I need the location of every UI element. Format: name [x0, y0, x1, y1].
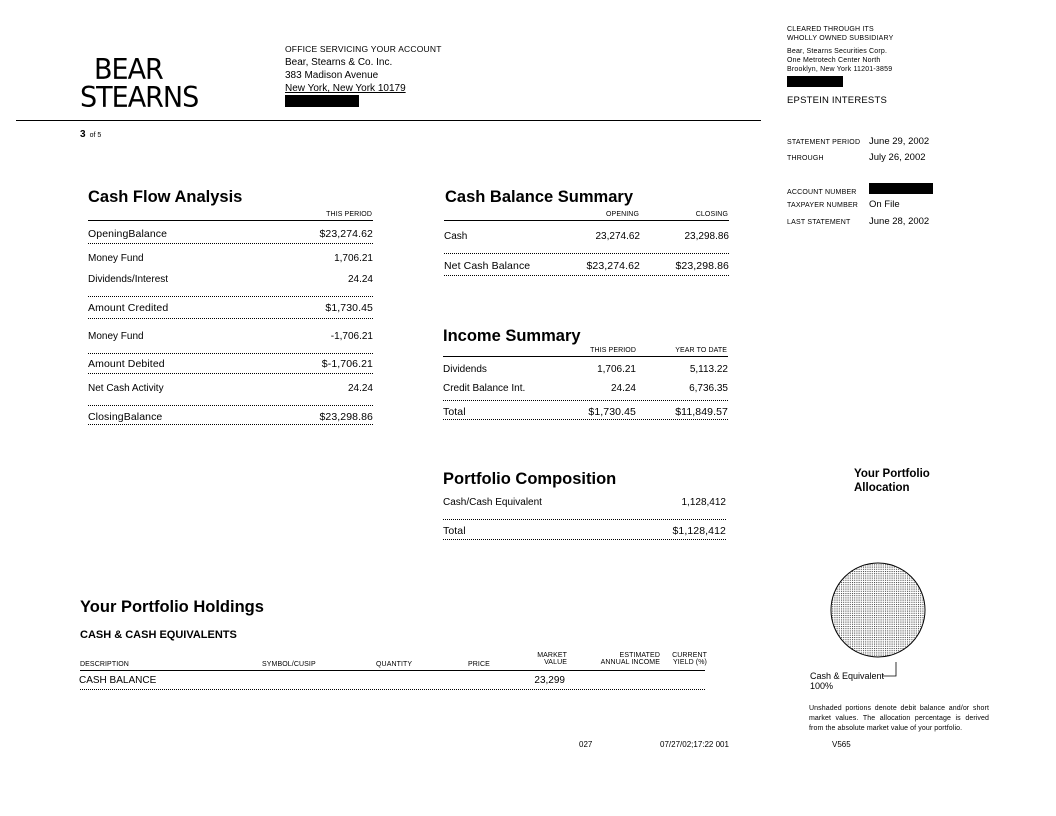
table-row: ClosingBalance $23,298.86 — [88, 411, 373, 423]
dotted-rule — [444, 275, 729, 276]
pie-slice-cash — [831, 563, 925, 657]
cash-flow-title: Cash Flow Analysis — [88, 188, 243, 206]
page-current: 3 — [80, 129, 86, 140]
table-rule — [88, 220, 373, 221]
col-ytd: YEAR TO DATE — [675, 347, 727, 354]
table-rule — [80, 670, 705, 671]
last-statement-value: June 28, 2002 — [869, 216, 930, 227]
legend-pct: 100% — [810, 681, 834, 691]
bear-stearns-logo — [80, 53, 199, 115]
period-value: June 29, 2002 — [869, 136, 930, 147]
redaction-bar — [787, 76, 843, 87]
redaction-bar — [285, 95, 359, 107]
table-rule — [444, 220, 729, 221]
clearing-firm3: Brooklyn, New York 11201-3859 — [787, 66, 893, 73]
dotted-rule — [80, 689, 705, 690]
through-value: July 26, 2002 — [869, 152, 926, 163]
office-label: OFFICE SERVICING YOUR ACCOUNT — [285, 44, 442, 54]
table-row: Dividends/Interest 24.24 — [88, 274, 373, 285]
col-est-income: ESTIMATED ANNUAL INCOME — [600, 652, 660, 666]
dotted-rule — [443, 400, 728, 401]
logo-line2: STEARNS — [80, 81, 199, 115]
redaction-bar — [869, 183, 933, 194]
dotted-rule — [88, 296, 373, 297]
col-market-value: MARKET VALUE — [537, 652, 567, 666]
cash-balance-table — [444, 210, 729, 280]
footer-code1: 027 — [579, 740, 593, 749]
col-description: DESCRIPTION — [80, 661, 129, 668]
holdings-title: Your Portfolio Holdings — [80, 598, 264, 616]
table-row: CASH BALANCE 23,299 — [79, 675, 565, 686]
dotted-rule — [88, 373, 373, 374]
portfolio-title: Portfolio Composition — [443, 470, 617, 488]
office-address — [285, 43, 442, 111]
dotted-rule — [88, 318, 373, 319]
col-symbol: SYMBOL/CUSIP — [262, 661, 316, 668]
table-row: Net Cash Balance $23,274.62 $23,298.86 — [444, 260, 729, 272]
dotted-rule — [443, 539, 726, 540]
allocation-note: Unshaded portions denote debit balance and/or short market values. The allocation percentage is derived from the absolute market value of your portfolio. — [809, 705, 989, 732]
dotted-rule — [443, 419, 728, 420]
table-row: Cash/Cash Equivalent 1,128,412 — [443, 497, 726, 508]
clearing-info — [787, 25, 997, 105]
col-closing: CLOSING — [695, 211, 728, 218]
dotted-rule — [88, 353, 373, 354]
office-street: 383 Madison Avenue — [285, 70, 379, 81]
table-row: Cash 23,274.62 23,298.86 — [444, 231, 729, 242]
footer-stamp: 07/27/02;17:22 001 — [660, 740, 729, 749]
col-current-yield: CURRENT YIELD (%) — [672, 652, 707, 666]
page-of: of 5 — [89, 132, 102, 139]
col-quantity: QUANTITY — [376, 661, 413, 668]
income-table — [443, 346, 728, 421]
cash-balance-title: Cash Balance Summary — [445, 188, 634, 206]
clearing-line2: WHOLLY OWNED SUBSIDIARY — [787, 35, 894, 42]
holdings-table — [80, 652, 705, 692]
footer-code2: V565 — [832, 740, 851, 749]
table-row: Amount Debited $-1,706.21 — [88, 358, 373, 370]
allocation-pie — [830, 549, 926, 667]
col-price: PRICE — [468, 661, 490, 668]
table-row: Dividends 1,706.21 5,113.22 — [443, 364, 728, 375]
table-row: Total $1,128,412 — [443, 525, 726, 537]
dotted-rule — [88, 243, 373, 244]
table-row: OpeningBalance $23,274.62 — [88, 228, 373, 240]
table-row: Credit Balance Int. 24.24 6,736.35 — [443, 383, 728, 394]
income-title: Income Summary — [443, 327, 581, 345]
legend-label: Cash & Equivalent — [810, 671, 885, 681]
col-this-period: THIS PERIOD — [590, 347, 636, 354]
table-row: Amount Credited $1,730.45 — [88, 302, 373, 314]
taxpayer-label: TAXPAYER NUMBER — [787, 202, 859, 209]
table-row: Net Cash Activity 24.24 — [88, 383, 373, 394]
col-opening: OPENING — [606, 211, 639, 218]
office-name: Bear, Stearns & Co. Inc. — [285, 57, 393, 68]
table-row: Money Fund -1,706.21 — [88, 331, 373, 342]
dotted-rule — [443, 519, 726, 520]
table-row: Total $1,730.45 $11,849.57 — [443, 406, 728, 418]
allocation-title: Your Portfolio Allocation — [854, 468, 930, 494]
office-city: New York, New York 10179 — [285, 83, 406, 94]
account-name: EPSTEIN INTERESTS — [787, 95, 888, 106]
clearing-firm2: One Metrotech Center North — [787, 57, 881, 64]
cash-flow-table — [88, 210, 373, 430]
col-this-period: THIS PERIOD — [326, 211, 372, 218]
dotted-rule — [88, 405, 373, 406]
holdings-subtitle: CASH & CASH EQUIVALENTS — [80, 629, 237, 641]
dotted-rule — [88, 424, 373, 425]
last-statement-label: LAST STATEMENT — [787, 219, 851, 226]
through-label: THROUGH — [787, 155, 824, 162]
header-rule — [16, 120, 761, 121]
logo-line1: BEAR — [94, 53, 163, 87]
clearing-line1: CLEARED THROUGH ITS — [787, 26, 874, 33]
taxpayer-value: On File — [869, 199, 900, 210]
page-number — [80, 129, 101, 140]
table-rule — [443, 356, 728, 357]
table-row: Money Fund 1,706.21 — [88, 253, 373, 264]
dotted-rule — [444, 253, 729, 254]
statement-info — [787, 136, 987, 232]
account-label: ACCOUNT NUMBER — [787, 189, 857, 196]
period-label: STATEMENT PERIOD — [787, 139, 861, 146]
portfolio-table — [443, 497, 726, 542]
pie-legend — [810, 671, 884, 691]
clearing-firm1: Bear, Stearns Securities Corp. — [787, 48, 888, 55]
